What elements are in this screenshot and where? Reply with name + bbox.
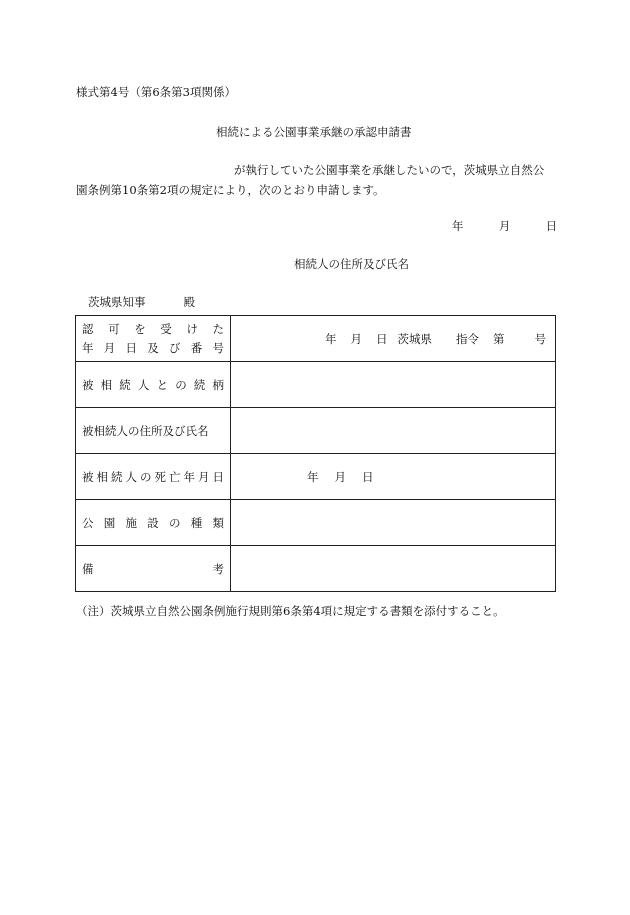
date-year: 年 [452, 219, 464, 233]
label-char: 月 [198, 469, 210, 484]
table-row [76, 500, 556, 546]
label-char: 受 [160, 322, 172, 336]
facility-type-label [76, 500, 231, 546]
form-number: 様式第4号（第6条第3項関係） [76, 85, 236, 99]
document-title: 相続による公園事業承継の承認申請書 [216, 125, 412, 139]
label-char: 考 [212, 561, 224, 576]
relationship-value[interactable] [231, 362, 556, 408]
permit-label [76, 316, 231, 362]
label-char: 続 [111, 469, 123, 484]
table-row [76, 362, 556, 408]
label-char: 続 [193, 377, 206, 392]
value-part: 年 [307, 469, 319, 484]
label-char: 類 [212, 515, 224, 530]
label-char: 備 [82, 561, 94, 576]
table-row [76, 408, 556, 454]
label-char: の [175, 377, 187, 392]
label-char: け [186, 322, 198, 336]
label-char: 柄 [212, 377, 224, 392]
value-part: 年 [325, 331, 337, 346]
label-char: 相 [100, 377, 113, 392]
remarks-value[interactable] [231, 546, 556, 592]
label-char: 年 [183, 469, 195, 484]
label-char: 番 [190, 341, 203, 355]
label-char: 人 [125, 469, 137, 484]
death-date-label [76, 454, 231, 500]
label-char: 続 [119, 377, 131, 392]
value-part: 第 [493, 331, 505, 346]
label-char: 及 [147, 341, 159, 355]
permit-value[interactable] [231, 316, 556, 362]
addressee-honorific: 殿 [183, 295, 195, 309]
label-char: の [169, 515, 181, 530]
label-char: 可 [108, 322, 120, 336]
footnote: （注）茨城県立自然公園条例施行規則第6条第4項に規定する書類を添付すること。 [76, 604, 505, 618]
label-char: 相 [96, 469, 108, 484]
deceased-address-name-label [76, 408, 231, 454]
value-part: 指令 [456, 331, 479, 346]
label-char: 亡 [169, 469, 181, 484]
date-day: 日 [545, 219, 558, 233]
label-char: び [169, 341, 181, 355]
label-char: 死 [154, 469, 166, 484]
value-part: 号 [534, 331, 546, 346]
label-char: 日 [125, 341, 137, 355]
value-part: 日 [362, 469, 374, 484]
label-char: 種 [190, 515, 203, 530]
label-char: 被 [82, 377, 94, 392]
deceased-address-name-value[interactable] [231, 408, 556, 454]
body-text-line-2: 園条例第10条第2項の規定により，次のとおり申請します。 [76, 183, 385, 197]
date-month: 月 [498, 219, 511, 233]
body-text-line-1: が執行していた公園事業を承継したいので，茨城県立自然公 [234, 163, 545, 177]
application-date [452, 218, 557, 234]
label-char: 年 [82, 341, 94, 355]
table-row [76, 546, 556, 592]
label-char: 月 [103, 341, 116, 355]
label-char: 人 [137, 377, 150, 392]
table-row [76, 454, 556, 500]
addressee-name: 茨城県知事 [88, 295, 146, 309]
label-char: 号 [212, 341, 224, 355]
applicant-label: 相続人の住所及び氏名 [294, 257, 409, 271]
label-char: と [156, 377, 169, 392]
addressee [88, 294, 195, 310]
relationship-label [76, 362, 231, 408]
label-char: 被相続人の住所及び氏名 [82, 423, 209, 438]
label-char: 日 [212, 469, 224, 484]
label-char: の [140, 469, 152, 484]
death-date-value[interactable] [231, 454, 556, 500]
application-form-table [75, 315, 556, 592]
facility-type-value[interactable] [231, 500, 556, 546]
label-char: 園 [103, 515, 116, 530]
remarks-label [76, 546, 231, 592]
label-char: 施 [125, 515, 137, 530]
label-char: 認 [82, 322, 94, 336]
label-char: を [134, 322, 146, 336]
label-char: 設 [147, 515, 159, 530]
value-part: 月 [334, 469, 346, 484]
value-part: 月 [350, 331, 362, 346]
label-char: 被 [82, 469, 94, 484]
table-row [76, 316, 556, 362]
label-char: た [212, 322, 224, 336]
value-part: 茨城県 [397, 331, 432, 346]
label-char: 公 [82, 515, 94, 530]
value-part: 日 [376, 331, 388, 346]
